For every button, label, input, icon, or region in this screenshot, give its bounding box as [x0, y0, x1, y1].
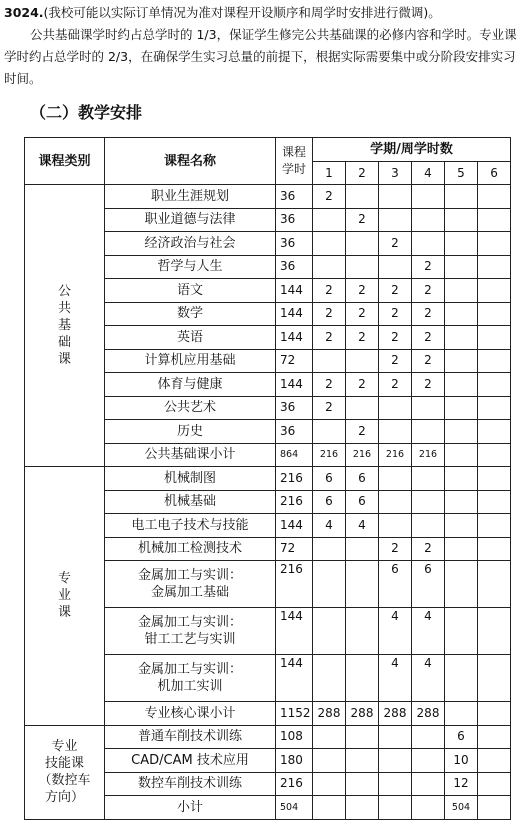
category-cell — [25, 185, 105, 467]
course-hours: 216 — [276, 772, 313, 796]
header-hours — [276, 138, 313, 185]
semester-3-hours: 2 — [379, 232, 412, 256]
table-header-row-1 — [25, 138, 511, 162]
semester-2-hours — [346, 749, 379, 773]
semester-6-hours — [478, 537, 511, 561]
table-row — [25, 725, 511, 749]
semester-4-hours: 2 — [412, 255, 445, 279]
category-cell — [25, 467, 105, 726]
course-name-cell — [105, 326, 276, 350]
semester-6-hours — [478, 608, 511, 655]
course-name: 公共基础课小计 — [144, 447, 236, 463]
semester-4-hours: 2 — [412, 326, 445, 350]
semester-4-hours — [412, 185, 445, 209]
course-name: 哲学与人生 — [157, 259, 223, 275]
semester-6-hours — [478, 185, 511, 209]
semester-2-hours: 288 — [346, 702, 379, 726]
course-name: 语文 — [176, 282, 203, 298]
semester-6-hours — [478, 514, 511, 538]
semester-4-hours — [412, 796, 445, 820]
course-hours: 72 — [276, 537, 313, 561]
course-name: 历史 — [176, 423, 203, 439]
semester-5-hours: 12 — [445, 772, 478, 796]
semester-1-hours — [313, 796, 346, 820]
semester-5-hours — [445, 655, 478, 702]
semester-5-hours — [445, 467, 478, 491]
course-hours: 108 — [276, 725, 313, 749]
semester-3-hours — [379, 725, 412, 749]
course-name-line-2: 机加工实训 — [157, 679, 223, 694]
semester-3-hours: 6 — [379, 561, 412, 608]
semester-2-hours — [346, 396, 379, 420]
semester-3-hours — [379, 396, 412, 420]
semester-5-hours — [445, 396, 478, 420]
semester-2-hours — [346, 185, 379, 209]
semester-2-hours: 6 — [346, 490, 379, 514]
semester-1-hours: 2 — [313, 185, 346, 209]
semester-1-hours — [313, 232, 346, 256]
category-text: 技能课 — [44, 756, 84, 771]
semester-5-hours — [445, 349, 478, 373]
course-hours: 144 — [276, 373, 313, 397]
semester-3-hours: 2 — [379, 279, 412, 303]
semester-2-hours: 2 — [346, 326, 379, 350]
semester-3-hours: 2 — [379, 537, 412, 561]
semester-3-hours — [379, 467, 412, 491]
course-name-cell — [105, 467, 276, 491]
intro-line-1 — [4, 2, 518, 24]
course-hours: 36 — [276, 185, 313, 209]
header-semester-2: 2 — [346, 162, 379, 185]
course-name-cell — [105, 725, 276, 749]
semester-4-hours — [412, 232, 445, 256]
course-hours: 504 — [276, 796, 313, 820]
semester-6-hours — [478, 467, 511, 491]
semester-1-hours — [313, 561, 346, 608]
course-hours: 216 — [276, 561, 313, 608]
semester-6-hours — [478, 443, 511, 467]
course-hours: 1152 — [276, 702, 313, 726]
semester-3-hours — [379, 255, 412, 279]
category-text: 课 — [57, 352, 71, 367]
semester-5-hours — [445, 443, 478, 467]
course-name: 数控车削技术训练 — [137, 776, 242, 792]
category-text: 共 — [57, 301, 71, 316]
semester-2-hours: 4 — [346, 514, 379, 538]
course-name-cell — [105, 443, 276, 467]
course-hours: 144 — [276, 279, 313, 303]
semester-5-hours — [445, 490, 478, 514]
course-name: 英语 — [176, 329, 203, 345]
semester-3-hours — [379, 420, 412, 444]
course-name-cell — [105, 373, 276, 397]
semester-5-hours — [445, 373, 478, 397]
semester-2-hours — [346, 608, 379, 655]
semester-4-hours — [412, 772, 445, 796]
semester-2-hours — [346, 655, 379, 702]
header-course-name: 课程名称 — [105, 138, 276, 185]
course-name-cell — [105, 655, 276, 702]
semester-6-hours — [478, 232, 511, 256]
category-text: （数控车 — [38, 773, 91, 788]
semester-6-hours — [478, 702, 511, 726]
semester-5-hours — [445, 514, 478, 538]
semester-2-hours: 2 — [346, 302, 379, 326]
intro-lead: 3024. — [4, 5, 44, 20]
semester-1-hours: 2 — [313, 373, 346, 397]
course-hours: 864 — [276, 443, 313, 467]
semester-5-hours — [445, 279, 478, 303]
semester-5-hours — [445, 302, 478, 326]
semester-4-hours — [412, 725, 445, 749]
course-name: 小计 — [176, 799, 203, 815]
semester-3-hours: 4 — [379, 608, 412, 655]
semester-5-hours: 6 — [445, 725, 478, 749]
semester-2-hours: 2 — [346, 373, 379, 397]
semester-5-hours: 504 — [445, 796, 478, 820]
semester-2-hours — [346, 232, 379, 256]
semester-6-hours — [478, 796, 511, 820]
semester-4-hours: 2 — [412, 537, 445, 561]
semester-4-hours — [412, 420, 445, 444]
header-hours-bottom: 学时 — [281, 162, 306, 176]
header-semester-group: 学期/周学时数 — [313, 138, 511, 162]
semester-4-hours: 4 — [412, 608, 445, 655]
course-hours: 216 — [276, 490, 313, 514]
semester-6-hours — [478, 561, 511, 608]
semester-6-hours — [478, 255, 511, 279]
intro-paragraph-2: 公共基础课学时约占总学时的 1/3，保证学生修完公共基础课的必修内容和学时。专业课学时约占总学时的 2/3，在确保学生实习总量的前提下，根据实际需要集中或分阶段安排实习时间。 — [4, 27, 517, 86]
semester-3-hours — [379, 490, 412, 514]
semester-1-hours — [313, 749, 346, 773]
semester-3-hours — [379, 772, 412, 796]
semester-3-hours: 2 — [379, 373, 412, 397]
course-name: 职业生涯规划 — [150, 188, 229, 204]
category-text: 专业 — [51, 739, 78, 754]
course-name: 职业道德与法律 — [144, 212, 236, 228]
semester-4-hours: 2 — [412, 302, 445, 326]
semester-6-hours — [478, 208, 511, 232]
semester-6-hours — [478, 655, 511, 702]
course-hours: 144 — [276, 326, 313, 350]
semester-3-hours — [379, 208, 412, 232]
semester-4-hours — [412, 749, 445, 773]
course-name-cell — [105, 279, 276, 303]
semester-2-hours — [346, 537, 379, 561]
semester-2-hours — [346, 725, 379, 749]
course-name-cell — [105, 396, 276, 420]
semester-4-hours — [412, 396, 445, 420]
semester-4-hours — [412, 208, 445, 232]
course-name: 公共艺术 — [163, 400, 216, 416]
semester-3-hours — [379, 749, 412, 773]
header-semester-1: 1 — [313, 162, 346, 185]
semester-6-hours — [478, 279, 511, 303]
semester-4-hours: 4 — [412, 655, 445, 702]
semester-6-hours — [478, 725, 511, 749]
semester-3-hours: 2 — [379, 326, 412, 350]
course-name: 机械制图 — [163, 470, 216, 486]
semester-5-hours — [445, 537, 478, 561]
semester-1-hours: 288 — [313, 702, 346, 726]
semester-3-hours — [379, 514, 412, 538]
semester-6-hours — [478, 749, 511, 773]
semester-3-hours: 288 — [379, 702, 412, 726]
category-text: 公 — [57, 284, 71, 299]
category-text: 专 — [57, 571, 71, 587]
course-name: 体育与健康 — [157, 376, 223, 392]
semester-4-hours: 2 — [412, 373, 445, 397]
semester-5-hours — [445, 255, 478, 279]
course-name: 经济政治与社会 — [144, 235, 236, 251]
semester-2-hours: 2 — [346, 208, 379, 232]
table-row — [25, 467, 511, 491]
semester-1-hours — [313, 608, 346, 655]
header-semester-5: 5 — [445, 162, 478, 185]
semester-1-hours — [313, 208, 346, 232]
semester-3-hours: 2 — [379, 302, 412, 326]
course-name-cell — [105, 349, 276, 373]
course-name: 电工电子技术与技能 — [131, 517, 249, 533]
semester-5-hours: 10 — [445, 749, 478, 773]
course-name-cell — [105, 702, 276, 726]
header-category: 课程类别 — [25, 138, 105, 185]
semester-4-hours — [412, 514, 445, 538]
course-hours: 144 — [276, 608, 313, 655]
semester-1-hours — [313, 655, 346, 702]
semester-5-hours — [445, 702, 478, 726]
category-text: 课 — [57, 605, 71, 621]
course-name-cell — [105, 796, 276, 820]
semester-6-hours — [478, 420, 511, 444]
semester-1-hours — [313, 537, 346, 561]
semester-5-hours — [445, 232, 478, 256]
semester-3-hours: 216 — [379, 443, 412, 467]
semester-1-hours — [313, 420, 346, 444]
course-hours: 36 — [276, 420, 313, 444]
category-text: 础 — [57, 335, 71, 350]
semester-6-hours — [478, 490, 511, 514]
semester-1-hours: 2 — [313, 279, 346, 303]
course-name-cell — [105, 561, 276, 608]
semester-4-hours: 6 — [412, 561, 445, 608]
course-hours: 36 — [276, 232, 313, 256]
course-hours: 216 — [276, 467, 313, 491]
semester-1-hours: 2 — [313, 302, 346, 326]
semester-2-hours — [346, 772, 379, 796]
course-name: 金属加工与实训： — [137, 615, 242, 630]
semester-2-hours: 216 — [346, 443, 379, 467]
semester-5-hours — [445, 326, 478, 350]
semester-1-hours — [313, 255, 346, 279]
semester-2-hours — [346, 349, 379, 373]
course-name: 机械加工检测技术 — [137, 541, 242, 557]
course-hours: 36 — [276, 396, 313, 420]
course-name-cell — [105, 232, 276, 256]
course-name-line-2: 金属加工基础 — [150, 585, 229, 600]
semester-5-hours — [445, 185, 478, 209]
course-name-cell — [105, 490, 276, 514]
course-hours: 72 — [276, 349, 313, 373]
semester-1-hours: 2 — [313, 396, 346, 420]
semester-2-hours: 2 — [346, 279, 379, 303]
course-name: 机械基础 — [163, 494, 216, 510]
semester-6-hours — [478, 396, 511, 420]
header-hours-top: 课程 — [281, 145, 306, 159]
course-hours: 36 — [276, 255, 313, 279]
semester-2-hours: 6 — [346, 467, 379, 491]
semester-1-hours: 2 — [313, 326, 346, 350]
course-name-cell — [105, 420, 276, 444]
semester-1-hours — [313, 772, 346, 796]
course-name-cell — [105, 608, 276, 655]
course-name-cell — [105, 302, 276, 326]
intro-text — [4, 2, 518, 90]
category-cell — [25, 725, 105, 819]
course-hours: 144 — [276, 302, 313, 326]
semester-3-hours — [379, 796, 412, 820]
header-semester-3: 3 — [379, 162, 412, 185]
category-text: 方向） — [44, 790, 84, 805]
course-hours: 144 — [276, 655, 313, 702]
semester-1-hours: 216 — [313, 443, 346, 467]
semester-3-hours: 4 — [379, 655, 412, 702]
course-name: 普通车削技术训练 — [137, 729, 242, 745]
semester-4-hours — [412, 490, 445, 514]
header-semester-6: 6 — [478, 162, 511, 185]
semester-1-hours — [313, 725, 346, 749]
semester-1-hours — [313, 349, 346, 373]
teaching-schedule-table — [24, 137, 511, 820]
semester-3-hours: 2 — [379, 349, 412, 373]
course-name: CAD/CAM 技术应用 — [131, 752, 249, 768]
course-name: 数学 — [176, 306, 203, 322]
table-row — [25, 185, 511, 209]
semester-1-hours: 4 — [313, 514, 346, 538]
semester-5-hours — [445, 420, 478, 444]
course-hours: 36 — [276, 208, 313, 232]
course-name-cell — [105, 749, 276, 773]
semester-2-hours — [346, 255, 379, 279]
semester-4-hours: 216 — [412, 443, 445, 467]
semester-4-hours: 2 — [412, 279, 445, 303]
semester-4-hours: 288 — [412, 702, 445, 726]
semester-2-hours — [346, 561, 379, 608]
semester-4-hours: 2 — [412, 349, 445, 373]
course-hours: 180 — [276, 749, 313, 773]
course-name: 金属加工与实训： — [137, 662, 242, 677]
semester-4-hours — [412, 467, 445, 491]
section-title: （二）教学安排 — [30, 103, 143, 122]
semester-1-hours: 6 — [313, 490, 346, 514]
semester-1-hours: 6 — [313, 467, 346, 491]
course-name: 金属加工与实训： — [137, 568, 242, 583]
course-name-cell — [105, 208, 276, 232]
course-name-cell — [105, 537, 276, 561]
course-name-cell — [105, 255, 276, 279]
semester-6-hours — [478, 326, 511, 350]
course-name-line-2: 钳工工艺与实训 — [144, 632, 236, 647]
header-semester-4: 4 — [412, 162, 445, 185]
semester-2-hours: 2 — [346, 420, 379, 444]
semester-3-hours — [379, 185, 412, 209]
course-hours: 144 — [276, 514, 313, 538]
course-name: 专业核心课小计 — [144, 705, 236, 721]
category-text: 基 — [57, 318, 71, 333]
semester-6-hours — [478, 302, 511, 326]
course-name-cell — [105, 514, 276, 538]
semester-5-hours — [445, 208, 478, 232]
intro-line-1-rest: (我校可能以实际订单情况为准对课程开设顺序和周学时安排进行微调)。 — [43, 5, 441, 20]
semester-5-hours — [445, 608, 478, 655]
course-name: 计算机应用基础 — [144, 353, 236, 369]
course-name-cell — [105, 185, 276, 209]
semester-6-hours — [478, 772, 511, 796]
semester-2-hours — [346, 796, 379, 820]
semester-6-hours — [478, 349, 511, 373]
category-text: 业 — [57, 588, 71, 604]
semester-5-hours — [445, 561, 478, 608]
course-name-cell — [105, 772, 276, 796]
semester-6-hours — [478, 373, 511, 397]
